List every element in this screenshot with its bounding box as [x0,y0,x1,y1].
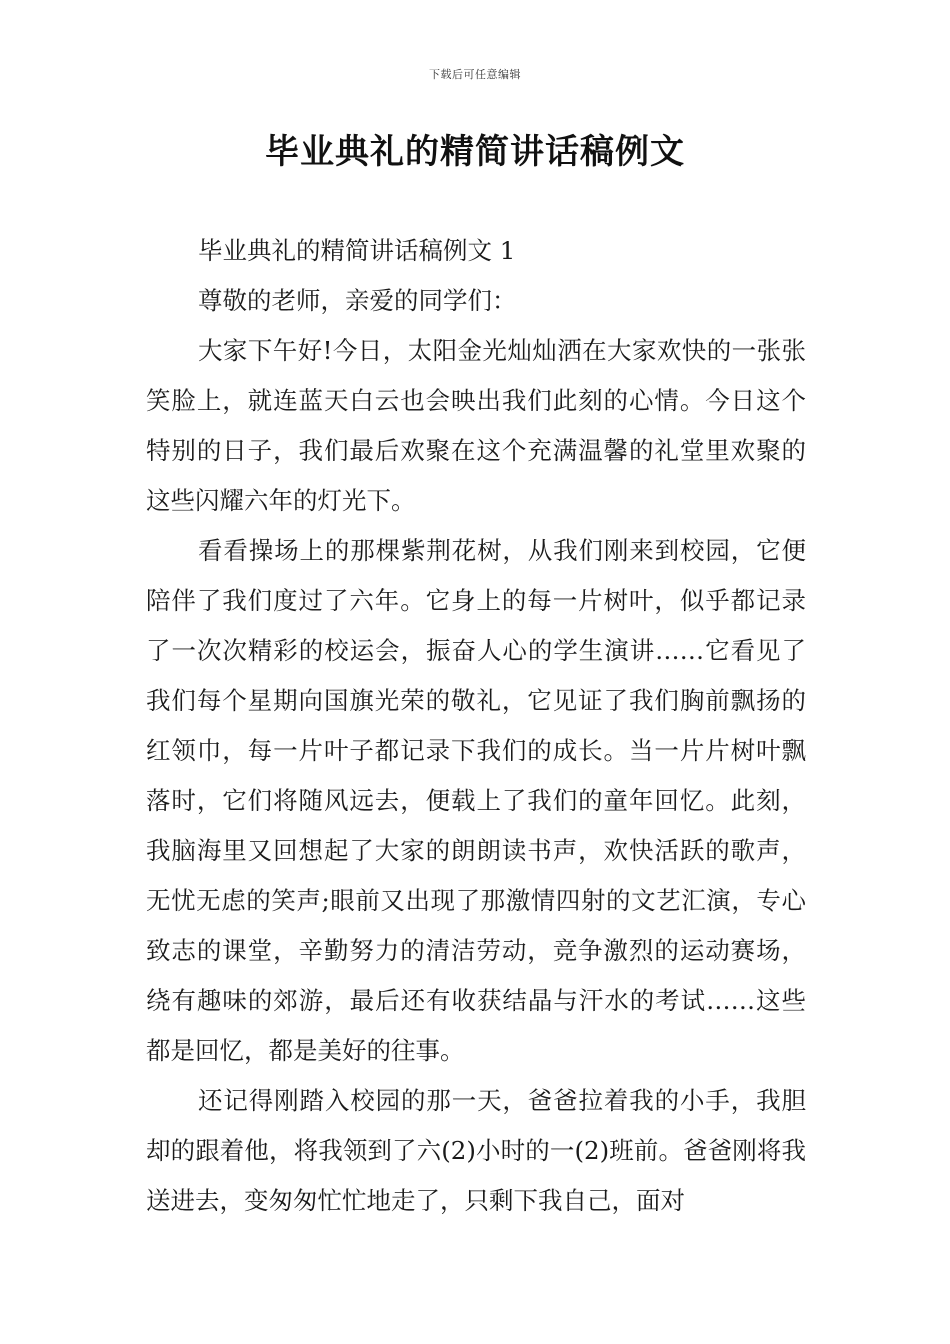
body-paragraph: 大家下午好!今日，太阳金光灿灿洒在大家欢快的一张张笑脸上，就连蓝天白云也会映出我们此刻的心情。今日这个特别的日子，我们最后欢聚在这个充满温馨的礼堂里欢聚的这些闪耀六年的灯光下。 [146,336,806,515]
body-paragraph: 看看操场上的那棵紫荆花树，从我们刚来到校园，它便陪伴了我们度过了六年。它身上的每一片树叶，似乎都记录了一次次精彩的校运会，振奋人心的学生演讲……它看见了我们每个星期向国旗光荣的敬礼，它见证了我们胸前飘扬的红领巾，每一片叶子都记录下我们的成长。当一片片树叶飘落时，它们将随风远去，便载上了我们的童年回忆。此刻，我脑海里又回想起了大家的朗朗读书声，欢快活跃的歌声，无忧无虑的笑声;眼前又出现了那激情四射的文艺汇演，专心致志的课堂，辛勤努力的清洁劳动，竞争激烈的运动赛场，绕有趣味的郊游，最后还有收获结晶与汗水的考试……这些都是回忆，都是美好的往事。 [146,536,806,1065]
salutation: 尊敬的老师，亲爱的同学们： [198,286,517,315]
body-paragraph: 还记得刚踏入校园的那一天，爸爸拉着我的小手，我胆却的跟着他，将我领到了六(2)小时的一(2)班前。爸爸刚将我送进去，变匆匆忙忙地走了，只剩下我自己，面对 [146,1086,806,1215]
header-note: 下载后可任意编辑 [429,68,521,81]
document-title: 毕业典礼的精简讲话稿例文 [265,132,685,172]
section-heading: 毕业典礼的精简讲话稿例文 1 [198,236,516,265]
document-body [146,226,806,1226]
